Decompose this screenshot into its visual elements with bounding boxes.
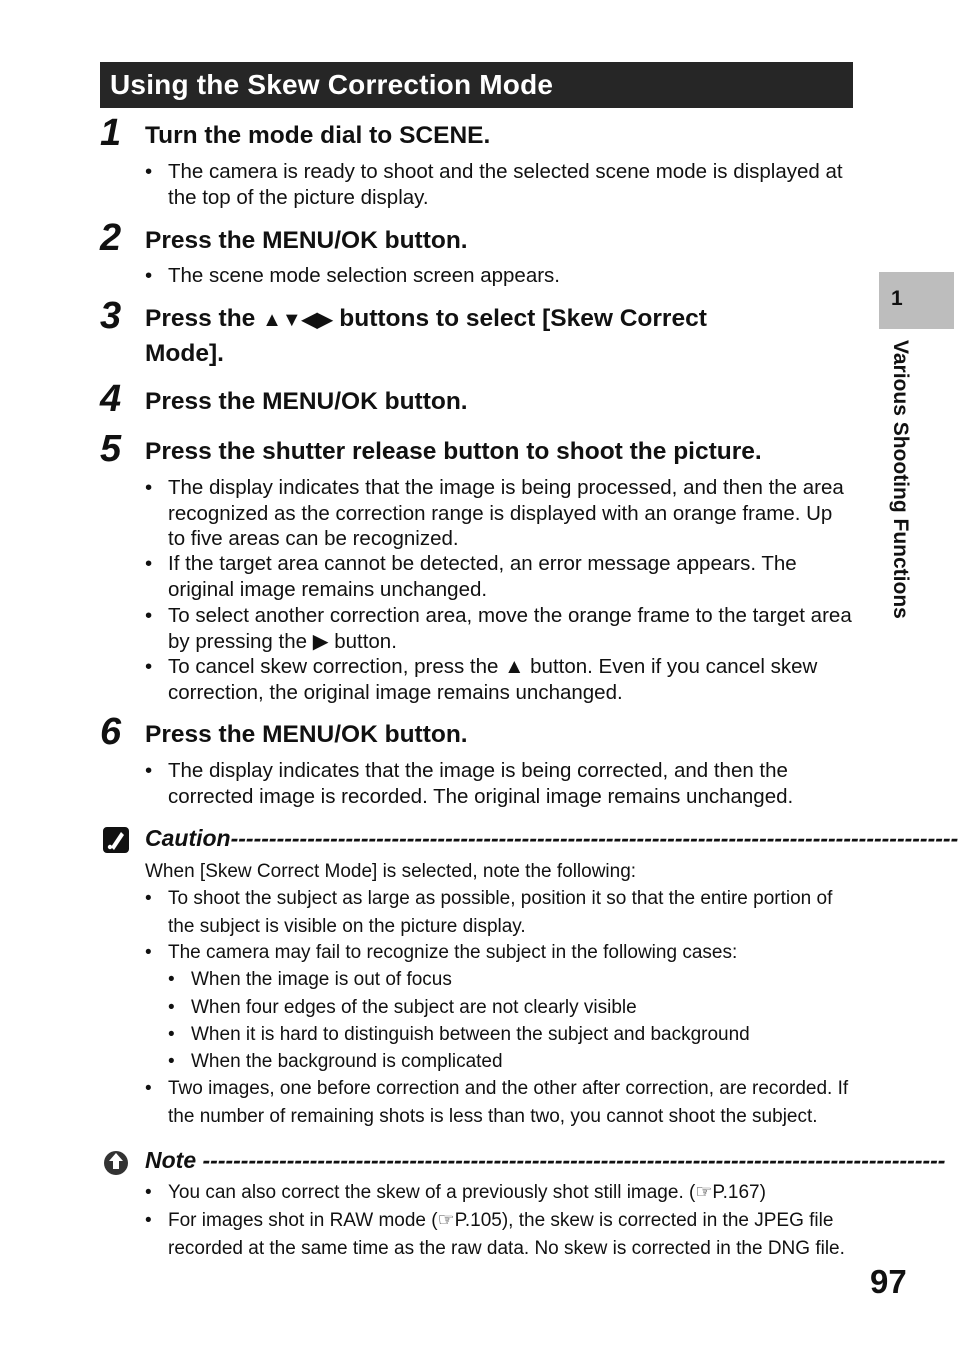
caution-bullet-1: • To shoot the subject as large as possible, position it so that the entire portion of the subject is visible on the picture display. <box>145 888 833 937</box>
note-heading: Note ------------------------------------------------------------------------------------------------- <box>145 1147 946 1173</box>
step-2-title: Press the MENU/OK button. <box>145 227 468 254</box>
caution-bullet-2: • The camera may fail to recognize the subject in the following cases: <box>145 942 738 963</box>
page-reference-icon: ☞ <box>695 1182 713 1203</box>
step-6-bullet: • The display indicates that the image is being corrected, and then the corrected image is recorded. The original image remains unchanged. <box>145 759 794 808</box>
chapter-label: Various Shooting Functions <box>889 340 912 619</box>
up-arrow-icon: ▲ <box>504 655 525 678</box>
section-header <box>100 62 853 108</box>
section-title: Using the Skew Correction Mode <box>110 69 554 100</box>
page-reference-icon: ☞ <box>437 1210 455 1231</box>
step-5-bullet-2: • If the target area cannot be detected, an error message appears. The original image remains unchanged. <box>145 552 797 601</box>
step-1-number: 1 <box>100 112 122 154</box>
page-number: 97 <box>870 1263 907 1300</box>
step-3-number: 3 <box>100 295 122 337</box>
right-arrow-icon: ▶ <box>312 629 329 653</box>
step-5-number: 5 <box>100 428 122 470</box>
step-6-title: Press the MENU/OK button. <box>145 721 468 748</box>
note-bullet-2: • For images shot in RAW mode (☞P.105), the skew is corrected in the JPEG file recorded at the same time as the raw data. No skew is corrected in the DNG file. <box>145 1210 845 1259</box>
caution-sub-item: • When the background is complicated <box>168 1051 503 1072</box>
caution-bullet-3: • Two images, one before correction and the other after correction, are recorded. If the number of remaining shots is less than two, you cannot shoot the subject. <box>145 1078 849 1127</box>
step-2-number: 2 <box>100 217 122 259</box>
step-5-bullet-1: • The display indicates that the image is being processed, and then the area recognized as the correction range is displayed with an orange frame. Up to five areas can be recognized. <box>145 476 844 550</box>
step-1-bullet: • The camera is ready to shoot and the selected scene mode is displayed at the top of the picture display. <box>145 160 843 209</box>
note-bullet-1: • You can also correct the skew of a previously shot still image. (☞P.167) <box>145 1182 766 1203</box>
caution-intro: When [Skew Correct Mode] is selected, note the following: <box>145 861 637 882</box>
step-2-bullet: • The scene mode selection screen appears. <box>145 264 561 287</box>
caution-heading: Caution----------------------------------------------------------------------------------------------- <box>145 825 958 851</box>
step-4-number: 4 <box>100 378 122 420</box>
step-3-title: Press the ▲▼◀▶ buttons to select [Skew Correct Mode]. <box>145 305 707 367</box>
caution-sub-item: • When it is hard to distinguish between the subject and background <box>168 1024 750 1045</box>
caution-sub-item: • When the image is out of focus <box>168 969 452 990</box>
note-icon <box>102 1148 130 1176</box>
step-1-title: Turn the mode dial to SCENE. <box>145 122 491 149</box>
caution-icon <box>102 826 130 854</box>
step-5-title: Press the shutter release button to shoot the picture. <box>145 438 762 465</box>
step-4-title: Press the MENU/OK button. <box>145 388 468 415</box>
chapter-tab <box>879 272 954 329</box>
step-6-number: 6 <box>100 711 122 753</box>
direction-arrows-icon: ▲▼◀▶ <box>262 309 333 331</box>
step-5-bullet-4: • To cancel skew correction, press the ▲ button. Even if you cancel skew correction, the original image remains unchanged. <box>145 655 818 704</box>
step-5-bullet-3: • To select another correction area, move the orange frame to the target area by pressing the ▶ button. <box>145 604 852 653</box>
chapter-number: 1 <box>891 287 903 310</box>
caution-sub-item: • When four edges of the subject are not clearly visible <box>168 997 637 1018</box>
